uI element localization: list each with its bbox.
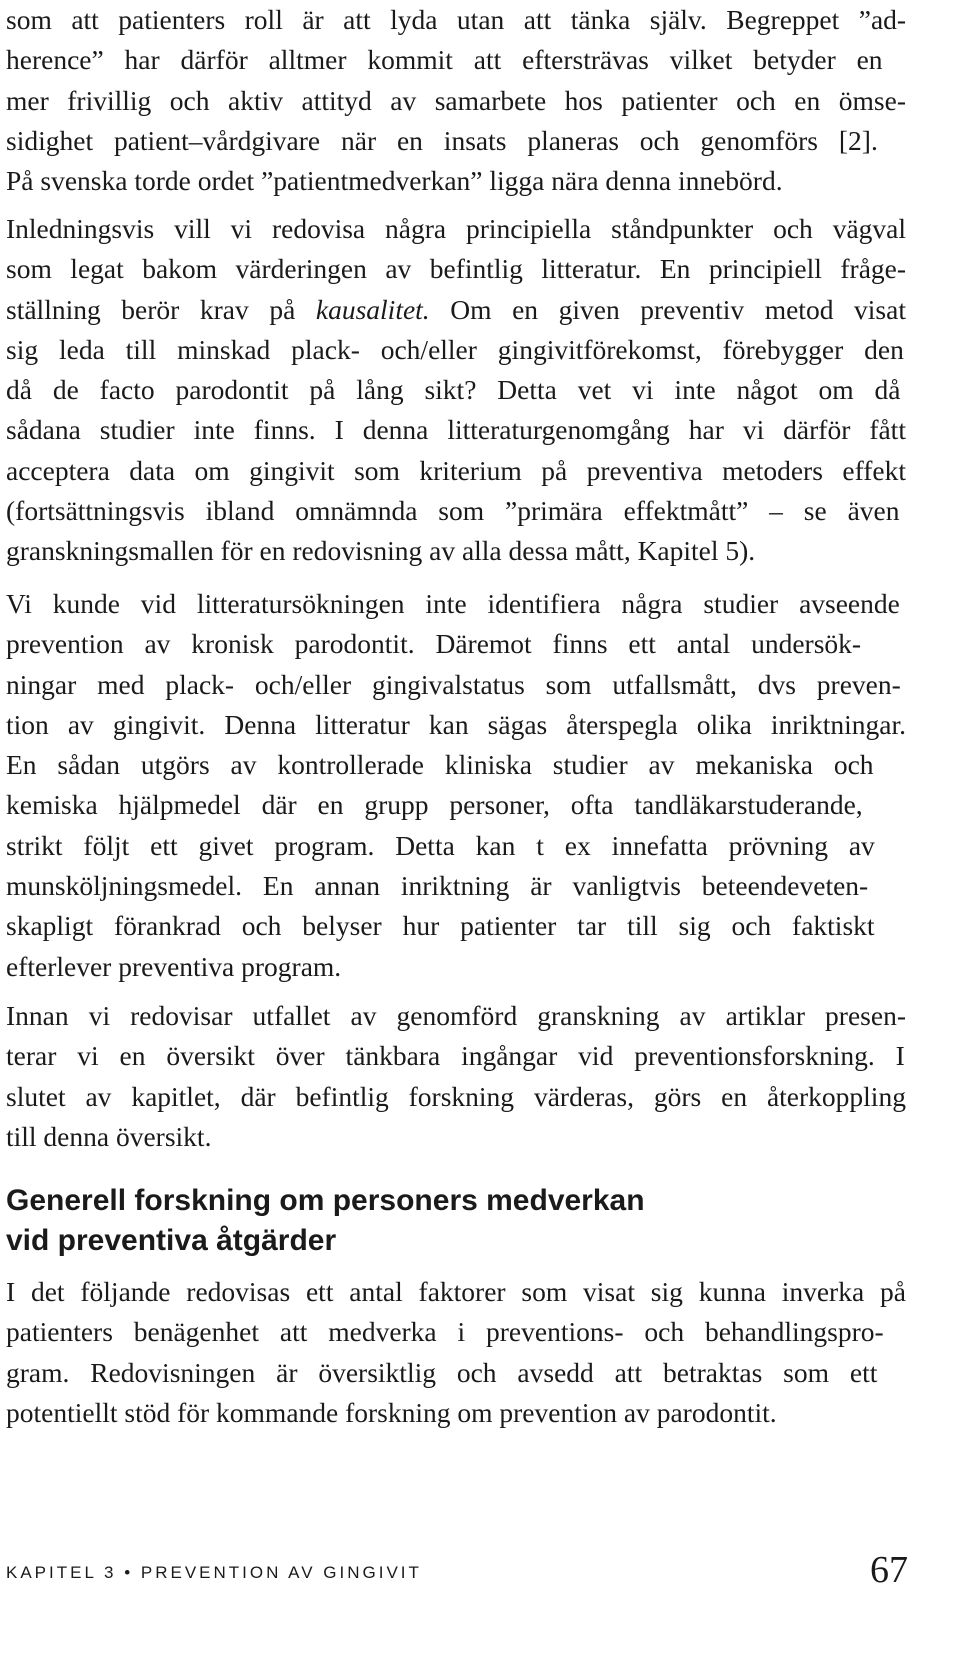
- text-line: mer frivillig och aktiv attityd av samarbete hos patienter och en ömse-: [6, 84, 906, 116]
- text-line: granskningsmallen för en redovisning av alla dessa mått, Kapitel 5).: [6, 535, 756, 567]
- emphasis-kausalitet: kausalitet.: [315, 293, 430, 325]
- text-line: herence” har därför alltmer kommit att eftersträvas vilket betyder en: [6, 44, 883, 76]
- text-line: ningar med plack- och/eller gingivalstatus som utfallsmått, dvs preven-: [6, 668, 901, 700]
- text-line: slutet av kapitlet, där befintlig forskning värderas, görs en återkoppling: [6, 1080, 906, 1112]
- text-line: som att patienters roll är att lyda utan att tänka själv. Begreppet ”ad-: [6, 4, 907, 35]
- text-line: gram. Redovisningen är översiktlig och avsedd att betraktas som ett: [6, 1356, 878, 1388]
- heading-line: Generell forskning om personers medverkan: [6, 1184, 645, 1217]
- text-line: munsköljningsmedel. En annan inriktning är vanligtvis beteendeveten-: [6, 870, 869, 902]
- text-line: Innan vi redovisar utfallet av genomförd granskning av artiklar presen-: [6, 1000, 906, 1031]
- text-run: Om en given preventiv metod visat: [429, 293, 906, 325]
- text-line: strikt följt ett givet program. Detta kan t ex innefatta prövning av: [6, 829, 875, 861]
- text-line: sidighet patient–vårdgivare när en insats planeras och genomförs [2].: [6, 124, 878, 156]
- text-line: som legat bakom värderingen av befintlig litteratur. En principiell fråge-: [6, 253, 907, 285]
- text-line: kemiska hjälpmedel där en grupp personer, ofta tandläkarstuderande,: [6, 789, 863, 821]
- text-line: skapligt förankrad och belyser hur patienter tar till sig och faktiskt: [6, 910, 875, 942]
- text-line: då de facto parodontit på lång sikt? Detta vet vi inte något om då: [6, 374, 901, 406]
- text-line: En sådan utgörs av kontrollerade kliniska studier av mekaniska och: [6, 749, 874, 781]
- text-run: ställning berör krav på: [6, 293, 316, 325]
- paragraph-2: [6, 209, 906, 572]
- text-line: till denna översikt.: [6, 1120, 212, 1152]
- text-line: På svenska torde ordet ”patientmedverkan” ligga nära denna innebörd.: [6, 165, 783, 197]
- text-line: tion av gingivit. Denna litteratur kan sägas återspegla olika inriktningar.: [6, 708, 907, 740]
- paragraph-1: [6, 0, 906, 201]
- running-footer: KAPITEL 3 • PREVENTION AV GINGIVIT: [6, 1563, 422, 1582]
- text-line: prevention av kronisk parodontit. Däremot finns ett antal undersök-: [6, 628, 862, 660]
- text-line-with-emphasis: [6, 290, 906, 330]
- page-number: 67: [870, 1549, 908, 1591]
- paragraph-5: [6, 1272, 906, 1433]
- section-heading: [6, 1181, 906, 1261]
- text-line: sådana studier inte finns. I denna litteraturgenomgång har vi därför fått: [6, 414, 906, 446]
- heading-line: vid preventiva åtgärder: [6, 1224, 337, 1257]
- text-line: I det följande redovisas ett antal faktorer som visat sig kunna inverka på: [6, 1276, 906, 1307]
- text-line: sig leda till minskad plack- och/eller gingivitförekomst, förebygger den: [6, 333, 904, 365]
- text-line: efterlever preventiva program.: [6, 950, 342, 982]
- text-line: Inledningsvis vill vi redovisa några principiella ståndpunkter och vägval: [6, 213, 907, 244]
- text-line: (fortsättningsvis ibland omnämnda som ”primära effektmått” – se även: [6, 495, 900, 527]
- paragraph-4: [6, 996, 906, 1157]
- text-line: patienters benägenhet att medverka i preventions- och behandlingspro-: [6, 1316, 884, 1348]
- text-line: terar vi en översikt över tänkbara ingångar vid preventionsforskning. I: [6, 1040, 905, 1072]
- text-line: acceptera data om gingivit som kriterium på preventiva metoders effekt: [6, 454, 906, 486]
- text-line: Vi kunde vid litteratursökningen inte identifiera några studier avseende: [6, 588, 900, 619]
- paragraph-3: [6, 584, 906, 987]
- text-line: potentiellt stöd för kommande forskning om prevention av parodontit.: [6, 1396, 777, 1428]
